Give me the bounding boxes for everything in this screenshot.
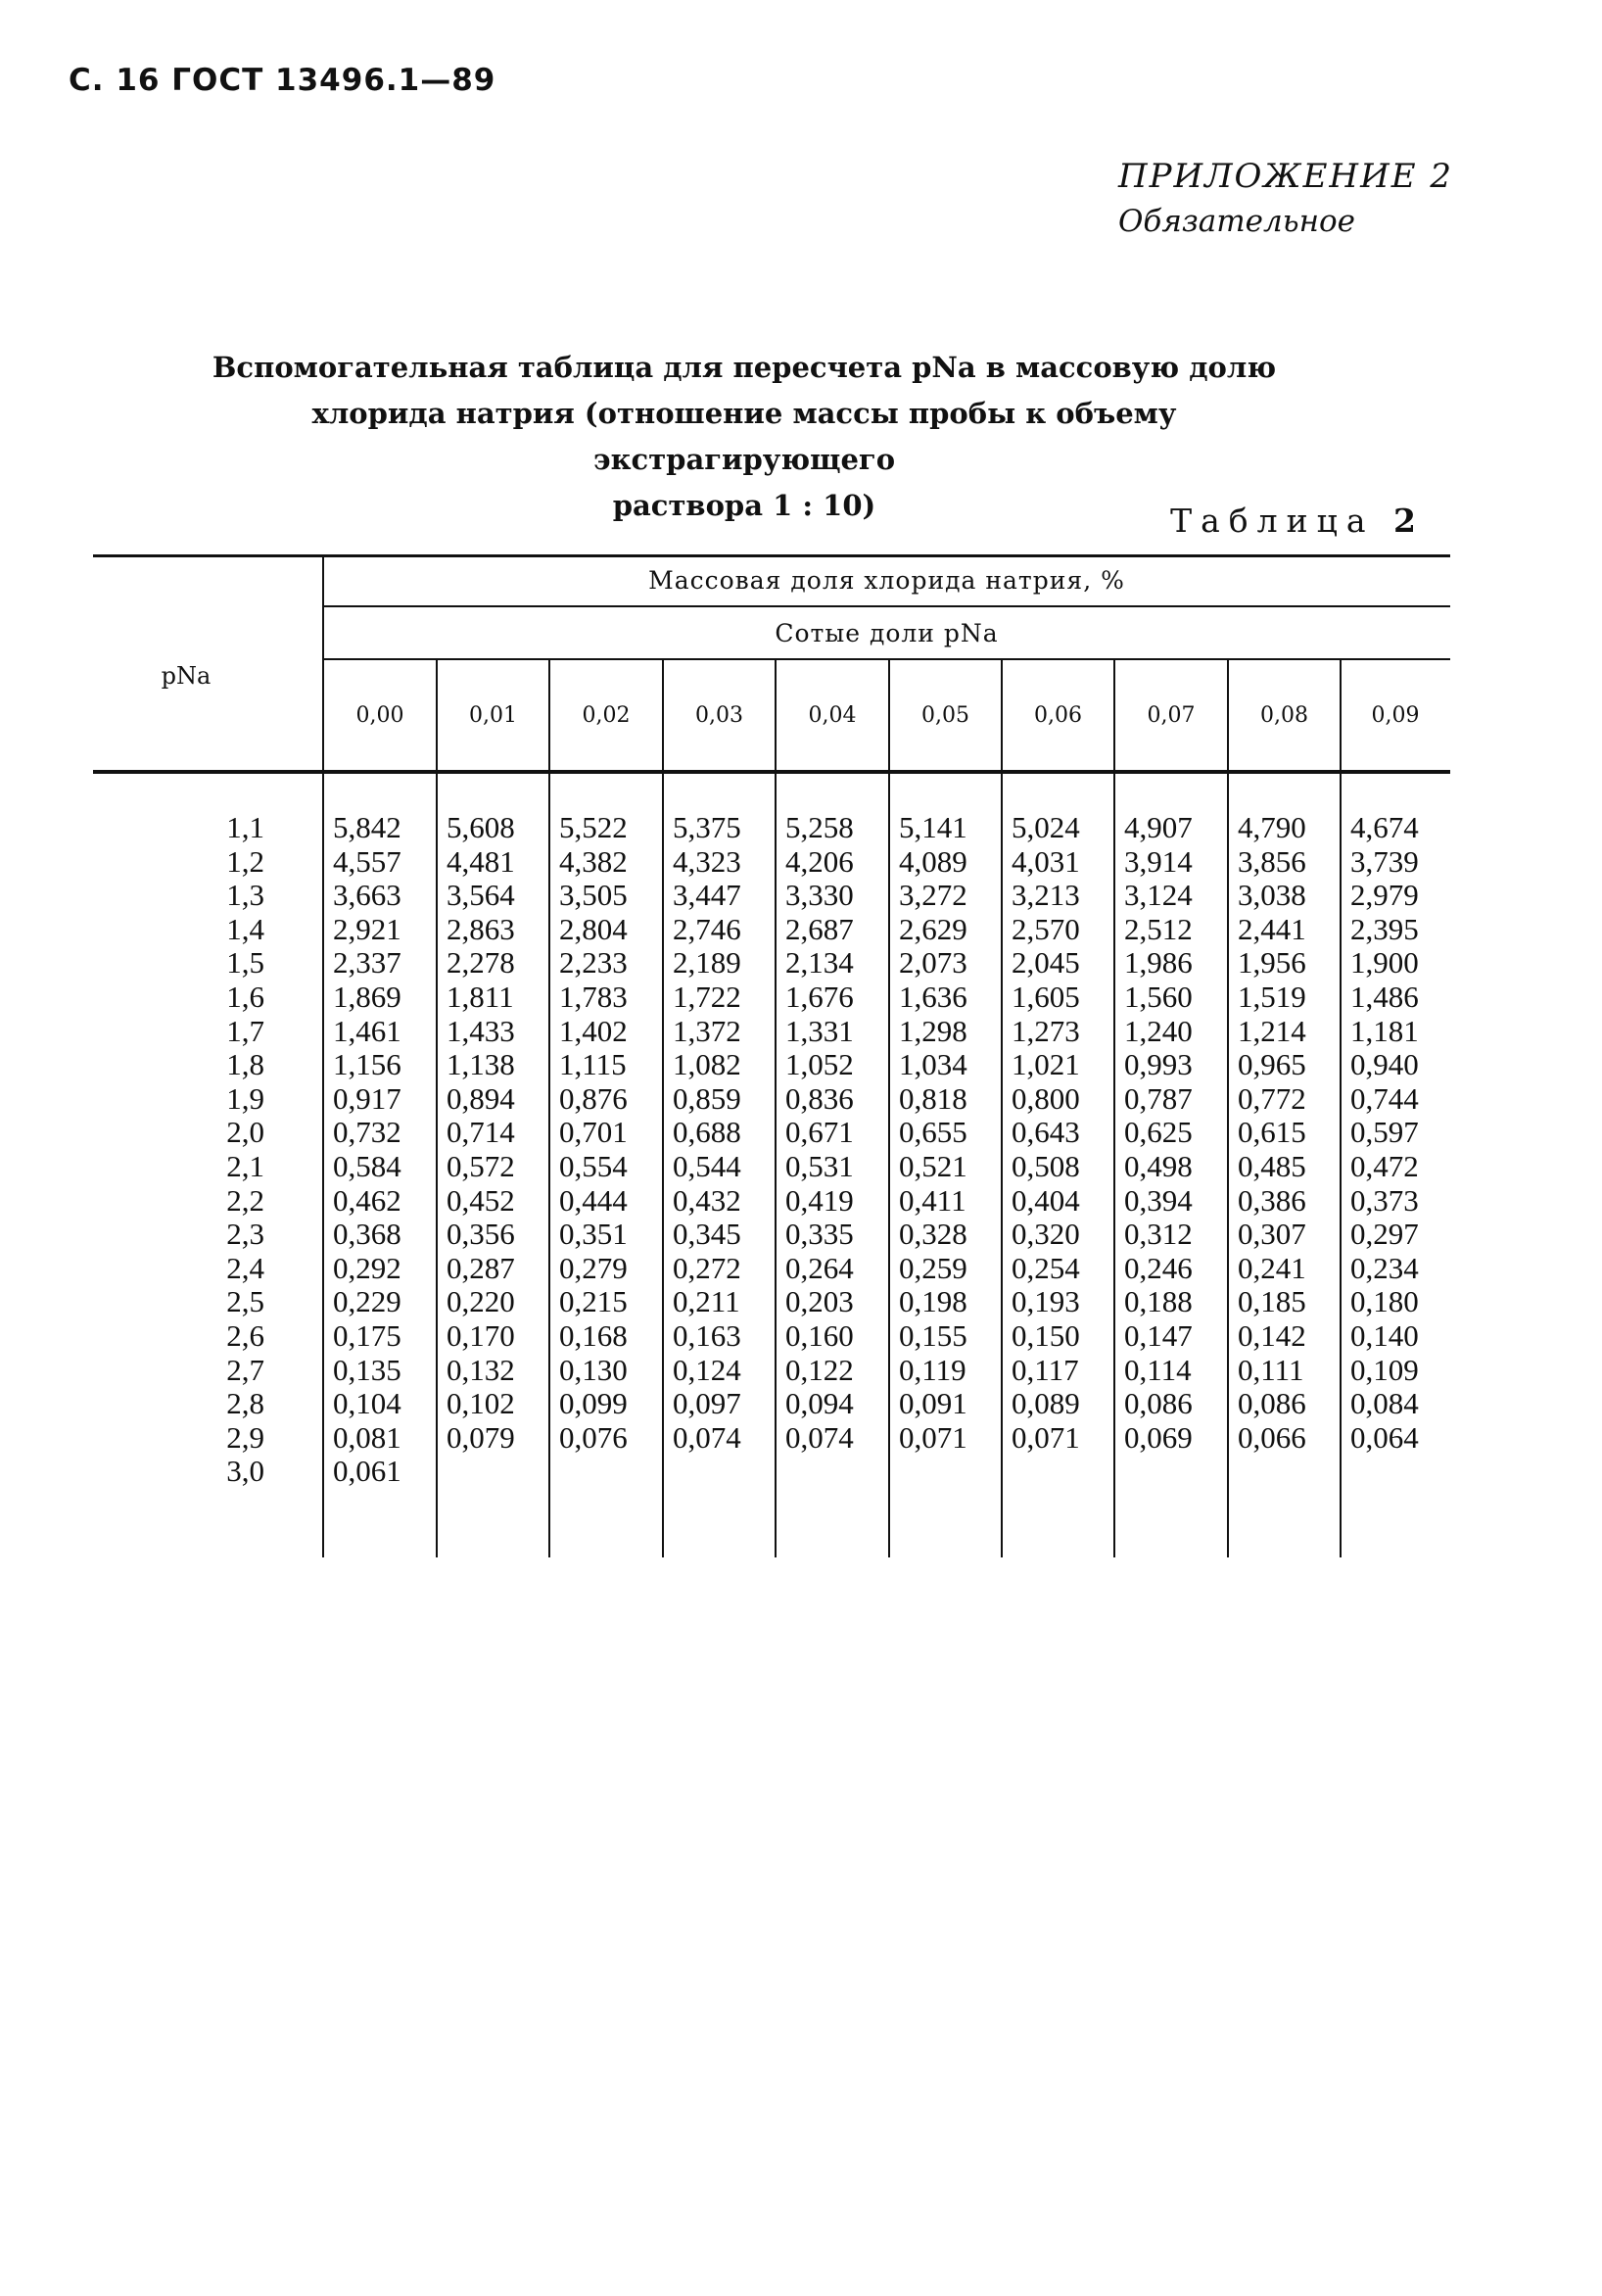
table-cell: 0,188 <box>1124 1284 1193 1319</box>
pna-value: 2,1 <box>226 1148 264 1183</box>
pna-value: 2,8 <box>226 1386 264 1421</box>
table-cell: 1,461 <box>333 1013 401 1048</box>
table-cell: 4,031 <box>1012 843 1080 879</box>
table-cell: 0,917 <box>333 1080 401 1116</box>
table-cell: 1,331 <box>785 1013 854 1048</box>
table-cell: 5,258 <box>785 810 854 844</box>
table-cell: 0,203 <box>785 1284 854 1319</box>
table-cell: 0,615 <box>1238 1115 1306 1150</box>
table-cell: 0,122 <box>785 1352 854 1387</box>
table-cell: 0,394 <box>1124 1182 1193 1218</box>
table-cell: 0,114 <box>1124 1352 1192 1387</box>
table-cell: 3,914 <box>1124 843 1193 879</box>
pna-value: 1,1 <box>226 810 264 844</box>
table-cell: 0,180 <box>1350 1284 1419 1319</box>
table-cell: 1,115 <box>559 1047 627 1082</box>
table-cell: 0,135 <box>333 1352 401 1387</box>
column-header: 0,07 <box>1147 703 1196 728</box>
pna-value: 1,4 <box>226 911 264 946</box>
column-header: 0,05 <box>921 703 969 728</box>
table-cell: 0,876 <box>559 1080 628 1116</box>
table-cell: 0,787 <box>1124 1080 1193 1116</box>
table-cell: 0,064 <box>1350 1419 1419 1455</box>
table-cell: 0,655 <box>899 1115 967 1150</box>
table-cell: 0,175 <box>333 1317 401 1353</box>
table-cell: 0,368 <box>333 1217 401 1252</box>
table-cell: 0,254 <box>1012 1250 1080 1285</box>
pna-column <box>118 811 264 1489</box>
table-cell: 0,132 <box>447 1352 515 1387</box>
pna-value: 1,2 <box>226 843 264 879</box>
table-cell: 2,278 <box>447 945 515 981</box>
data-column <box>333 811 443 1489</box>
table-cell: 0,084 <box>1350 1386 1419 1421</box>
table-cell: 2,570 <box>1012 911 1080 946</box>
header-sub-rule <box>323 658 1450 660</box>
table-cell: 2,189 <box>673 945 741 981</box>
table-cell: 1,676 <box>785 979 854 1014</box>
pna-value: 1,8 <box>226 1047 264 1082</box>
document-title <box>157 345 1332 529</box>
table-cell: 0,714 <box>447 1115 515 1150</box>
row-header-pna: pNa <box>161 662 212 690</box>
table-cell: 0,772 <box>1238 1080 1306 1116</box>
page-header: С. 16 ГОСТ 13496.1—89 <box>69 63 496 98</box>
table-cell: 0,234 <box>1350 1250 1419 1285</box>
table-cell: 1,722 <box>673 979 741 1014</box>
pna-value: 1,6 <box>226 979 264 1014</box>
pna-value: 2,6 <box>226 1317 264 1353</box>
table-cell <box>1238 1455 1347 1489</box>
table-cell: 4,790 <box>1238 810 1306 844</box>
title-line-2: хлорида натрия (отношение массы пробы к объему экстрагирующего <box>311 397 1177 476</box>
table-cell: 0,071 <box>1012 1419 1080 1455</box>
data-column <box>1012 811 1121 1489</box>
table-cell: 3,564 <box>447 878 515 913</box>
table-cell: 1,298 <box>899 1013 967 1048</box>
table-cell: 4,557 <box>333 843 401 879</box>
table-cell: 0,859 <box>673 1080 741 1116</box>
table-cell: 0,142 <box>1238 1317 1306 1353</box>
table-cell: 0,066 <box>1238 1419 1306 1455</box>
table-cell: 0,102 <box>447 1386 515 1421</box>
table-cell: 0,193 <box>1012 1284 1080 1319</box>
table-cell <box>785 1455 895 1489</box>
table-cell: 0,307 <box>1238 1217 1306 1252</box>
table-cell: 2,921 <box>333 911 401 946</box>
table-cell: 0,744 <box>1350 1080 1419 1116</box>
table-cell: 1,433 <box>447 1013 515 1048</box>
table-cell: 0,351 <box>559 1217 628 1252</box>
table-cell: 1,082 <box>673 1047 741 1082</box>
table-cell: 0,163 <box>673 1317 741 1353</box>
appendix-label <box>1118 157 1453 239</box>
table-cell: 0,061 <box>333 1454 401 1489</box>
table-cell: 1,560 <box>1124 979 1193 1014</box>
table-cell: 0,993 <box>1124 1047 1193 1082</box>
table-cell: 0,104 <box>333 1386 401 1421</box>
table-cell: 0,452 <box>447 1182 515 1218</box>
table-cell: 2,746 <box>673 911 741 946</box>
table-cell: 5,842 <box>333 810 401 844</box>
table-cell: 0,109 <box>1350 1352 1419 1387</box>
table-cell: 1,636 <box>899 979 967 1014</box>
table-cell: 0,386 <box>1238 1182 1306 1218</box>
table-cell: 0,411 <box>899 1182 966 1218</box>
table-cell: 0,419 <box>785 1182 854 1218</box>
header-hundredths: Сотые доли pNa <box>775 619 999 647</box>
table-cell: 0,111 <box>1238 1352 1304 1387</box>
table-cell: 0,215 <box>559 1284 628 1319</box>
table-cell: 0,099 <box>559 1386 628 1421</box>
table-cell: 4,323 <box>673 843 741 879</box>
table-cell: 0,071 <box>899 1419 967 1455</box>
table-cell: 0,168 <box>559 1317 628 1353</box>
pna-value: 1,7 <box>226 1013 264 1048</box>
table-cell: 0,356 <box>447 1217 515 1252</box>
table-cell: 4,089 <box>899 843 967 879</box>
table-label <box>1170 502 1416 540</box>
pna-value: 2,4 <box>226 1250 264 1285</box>
table-cell: 1,811 <box>447 979 514 1014</box>
table-cell: 0,229 <box>333 1284 401 1319</box>
table-cell: 0,079 <box>447 1419 515 1455</box>
table-cell: 1,240 <box>1124 1013 1193 1048</box>
table-label-text: Таблица <box>1170 502 1375 540</box>
table-cell: 4,907 <box>1124 810 1193 844</box>
table-cell: 3,330 <box>785 878 854 913</box>
table-cell: 0,462 <box>333 1182 401 1218</box>
table-number: 2 <box>1393 502 1416 540</box>
table-cell: 5,024 <box>1012 810 1080 844</box>
table-cell: 3,447 <box>673 878 741 913</box>
table-cell: 3,038 <box>1238 878 1306 913</box>
table-cell: 0,498 <box>1124 1148 1193 1183</box>
table-cell: 0,373 <box>1350 1182 1419 1218</box>
pna-value: 2,2 <box>226 1182 264 1218</box>
pna-value: 1,9 <box>226 1080 264 1116</box>
table-cell: 0,119 <box>899 1352 966 1387</box>
pna-value: 2,9 <box>226 1419 264 1455</box>
header-mass-fraction: Массовая доля хлорида натрия, % <box>648 566 1125 595</box>
table-cell: 2,804 <box>559 911 628 946</box>
column-header: 0,06 <box>1034 703 1082 728</box>
table-cell: 4,674 <box>1350 810 1419 844</box>
table-cell: 0,170 <box>447 1317 515 1353</box>
table-cell: 0,328 <box>899 1217 967 1252</box>
data-column <box>1124 811 1234 1489</box>
table-cell <box>1124 1455 1234 1489</box>
table-cell: 1,021 <box>1012 1047 1080 1082</box>
table-cell: 0,074 <box>673 1419 741 1455</box>
table-cell <box>447 1455 556 1489</box>
table-cell: 5,522 <box>559 810 628 844</box>
pna-value: 1,3 <box>226 878 264 913</box>
appendix-subtitle: Обязательное <box>1117 204 1356 239</box>
table-cell: 2,863 <box>447 911 515 946</box>
table-cell: 3,213 <box>1012 878 1080 913</box>
table-cell: 0,198 <box>899 1284 967 1319</box>
table-cell: 1,486 <box>1350 979 1419 1014</box>
table-cell: 0,147 <box>1124 1317 1193 1353</box>
table-cell: 2,512 <box>1124 911 1193 946</box>
title-line-1: Вспомогательная таблица для пересчета pNa в массовую долю <box>212 351 1277 384</box>
table-cell: 0,160 <box>785 1317 854 1353</box>
data-column <box>785 811 895 1489</box>
table-cell: 1,783 <box>559 979 628 1014</box>
column-header: 0,09 <box>1371 703 1420 728</box>
table-cell: 2,073 <box>899 945 967 981</box>
data-column <box>1350 811 1460 1489</box>
table-cell: 0,297 <box>1350 1217 1419 1252</box>
table-cell: 1,156 <box>333 1047 401 1082</box>
table-cell: 1,519 <box>1238 979 1306 1014</box>
table-cell: 0,444 <box>559 1182 628 1218</box>
column-header: 0,04 <box>808 703 857 728</box>
table-cell: 0,292 <box>333 1250 401 1285</box>
table-cell: 1,900 <box>1350 945 1419 981</box>
column-header: 0,01 <box>469 703 517 728</box>
data-column <box>1238 811 1347 1489</box>
table-cell: 0,140 <box>1350 1317 1419 1353</box>
data-column <box>673 811 782 1489</box>
pna-value: 2,3 <box>226 1217 264 1252</box>
table-cell: 0,287 <box>447 1250 515 1285</box>
table-cell: 0,404 <box>1012 1182 1080 1218</box>
table-cell: 0,155 <box>899 1317 967 1353</box>
table-cell: 0,894 <box>447 1080 515 1116</box>
table-cell: 0,094 <box>785 1386 854 1421</box>
table-cell: 0,531 <box>785 1148 854 1183</box>
table-cell: 0,264 <box>785 1250 854 1285</box>
table-cell: 2,979 <box>1350 878 1419 913</box>
data-column <box>447 811 556 1489</box>
table-cell: 1,605 <box>1012 979 1080 1014</box>
table-cell: 0,554 <box>559 1148 628 1183</box>
table-cell: 0,521 <box>899 1148 967 1183</box>
table-cell: 0,220 <box>447 1284 515 1319</box>
table-cell: 5,141 <box>899 810 967 844</box>
table-cell: 0,150 <box>1012 1317 1080 1353</box>
table-cell: 0,671 <box>785 1115 854 1150</box>
table-cell <box>559 1455 669 1489</box>
table-cell: 0,584 <box>333 1148 401 1183</box>
table-cell: 0,688 <box>673 1115 741 1150</box>
table-cell: 0,818 <box>899 1080 967 1116</box>
table-cell: 4,481 <box>447 843 515 879</box>
table-cell: 2,233 <box>559 945 628 981</box>
table-cell: 0,800 <box>1012 1080 1080 1116</box>
table-cell: 0,544 <box>673 1148 741 1183</box>
table-cell: 3,505 <box>559 878 628 913</box>
table-cell: 1,214 <box>1238 1013 1306 1048</box>
table-cell: 1,372 <box>673 1013 741 1048</box>
table-cell: 1,138 <box>447 1047 515 1082</box>
table-top-rule <box>93 554 1450 557</box>
table-cell: 1,956 <box>1238 945 1306 981</box>
table-cell: 3,856 <box>1238 843 1306 879</box>
table-cell: 0,074 <box>785 1419 854 1455</box>
header-main-rule <box>323 605 1450 607</box>
table-cell: 0,272 <box>673 1250 741 1285</box>
table-cell: 0,117 <box>1012 1352 1079 1387</box>
table-cell: 2,045 <box>1012 945 1080 981</box>
table-cell: 0,069 <box>1124 1419 1193 1455</box>
table-cell: 4,206 <box>785 843 854 879</box>
title-line-3: раствора 1 : 10) <box>612 489 876 522</box>
data-column <box>899 811 1009 1489</box>
table-cell: 0,643 <box>1012 1115 1080 1150</box>
table-cell: 0,472 <box>1350 1148 1419 1183</box>
table-cell: 0,130 <box>559 1352 628 1387</box>
table-cell: 1,052 <box>785 1047 854 1082</box>
column-header: 0,03 <box>695 703 743 728</box>
table-cell <box>673 1455 782 1489</box>
header-bottom-rule <box>93 770 1450 774</box>
table-cell: 0,597 <box>1350 1115 1419 1150</box>
table-cell: 0,185 <box>1238 1284 1306 1319</box>
table-cell: 3,272 <box>899 878 967 913</box>
pna-value: 1,5 <box>226 945 264 981</box>
table-cell: 0,089 <box>1012 1386 1080 1421</box>
table-cell <box>1350 1455 1460 1489</box>
table-cell: 0,312 <box>1124 1217 1193 1252</box>
table-cell: 0,211 <box>673 1284 740 1319</box>
table-cell: 1,402 <box>559 1013 628 1048</box>
table-cell: 0,345 <box>673 1217 741 1252</box>
table-cell: 1,034 <box>899 1047 967 1082</box>
table-cell: 0,432 <box>673 1182 741 1218</box>
pna-value: 2,5 <box>226 1284 264 1319</box>
table-cell: 2,629 <box>899 911 967 946</box>
table-cell: 0,572 <box>447 1148 515 1183</box>
table-cell: 2,441 <box>1238 911 1306 946</box>
table-cell: 0,508 <box>1012 1148 1080 1183</box>
table-cell: 2,687 <box>785 911 854 946</box>
table-cell: 1,869 <box>333 979 401 1014</box>
table-cell: 2,337 <box>333 945 401 981</box>
table-cell: 2,395 <box>1350 911 1419 946</box>
table-cell: 1,181 <box>1350 1013 1419 1048</box>
table-cell: 0,124 <box>673 1352 741 1387</box>
column-header: 0,08 <box>1260 703 1308 728</box>
table-cell: 1,273 <box>1012 1013 1080 1048</box>
table-cell: 0,625 <box>1124 1115 1193 1150</box>
table-cell: 0,097 <box>673 1386 741 1421</box>
table-cell: 0,081 <box>333 1419 401 1455</box>
table-cell: 3,124 <box>1124 878 1193 913</box>
table-cell <box>899 1455 1009 1489</box>
table-cell: 5,608 <box>447 810 515 844</box>
table-cell: 4,382 <box>559 843 628 879</box>
pna-value: 2,7 <box>226 1352 264 1387</box>
table-cell: 0,732 <box>333 1115 401 1150</box>
table-cell: 5,375 <box>673 810 741 844</box>
table-cell: 0,836 <box>785 1080 854 1116</box>
table-cell: 0,485 <box>1238 1148 1306 1183</box>
table-cell: 2,134 <box>785 945 854 981</box>
pna-value: 2,0 <box>226 1115 264 1150</box>
table-cell: 3,663 <box>333 878 401 913</box>
table-cell: 0,940 <box>1350 1047 1419 1082</box>
table-cell: 0,701 <box>559 1115 628 1150</box>
column-header: 0,02 <box>582 703 631 728</box>
table-cell: 0,259 <box>899 1250 967 1285</box>
pna-value: 3,0 <box>226 1454 264 1489</box>
column-header: 0,00 <box>355 703 404 728</box>
table-cell: 1,986 <box>1124 945 1193 981</box>
table-cell: 0,335 <box>785 1217 854 1252</box>
table-cell: 0,246 <box>1124 1250 1193 1285</box>
table-cell: 0,279 <box>559 1250 628 1285</box>
table-cell: 0,086 <box>1238 1386 1306 1421</box>
table-cell: 0,320 <box>1012 1217 1080 1252</box>
table-cell: 0,091 <box>899 1386 967 1421</box>
table-cell <box>1012 1455 1121 1489</box>
table-cell: 3,739 <box>1350 843 1419 879</box>
table-cell: 0,076 <box>559 1419 628 1455</box>
table-cell: 0,086 <box>1124 1386 1193 1421</box>
table-cell: 0,241 <box>1238 1250 1306 1285</box>
data-column <box>559 811 669 1489</box>
table-cell: 0,965 <box>1238 1047 1306 1082</box>
appendix-title: ПРИЛОЖЕНИЕ 2 <box>1117 157 1453 196</box>
